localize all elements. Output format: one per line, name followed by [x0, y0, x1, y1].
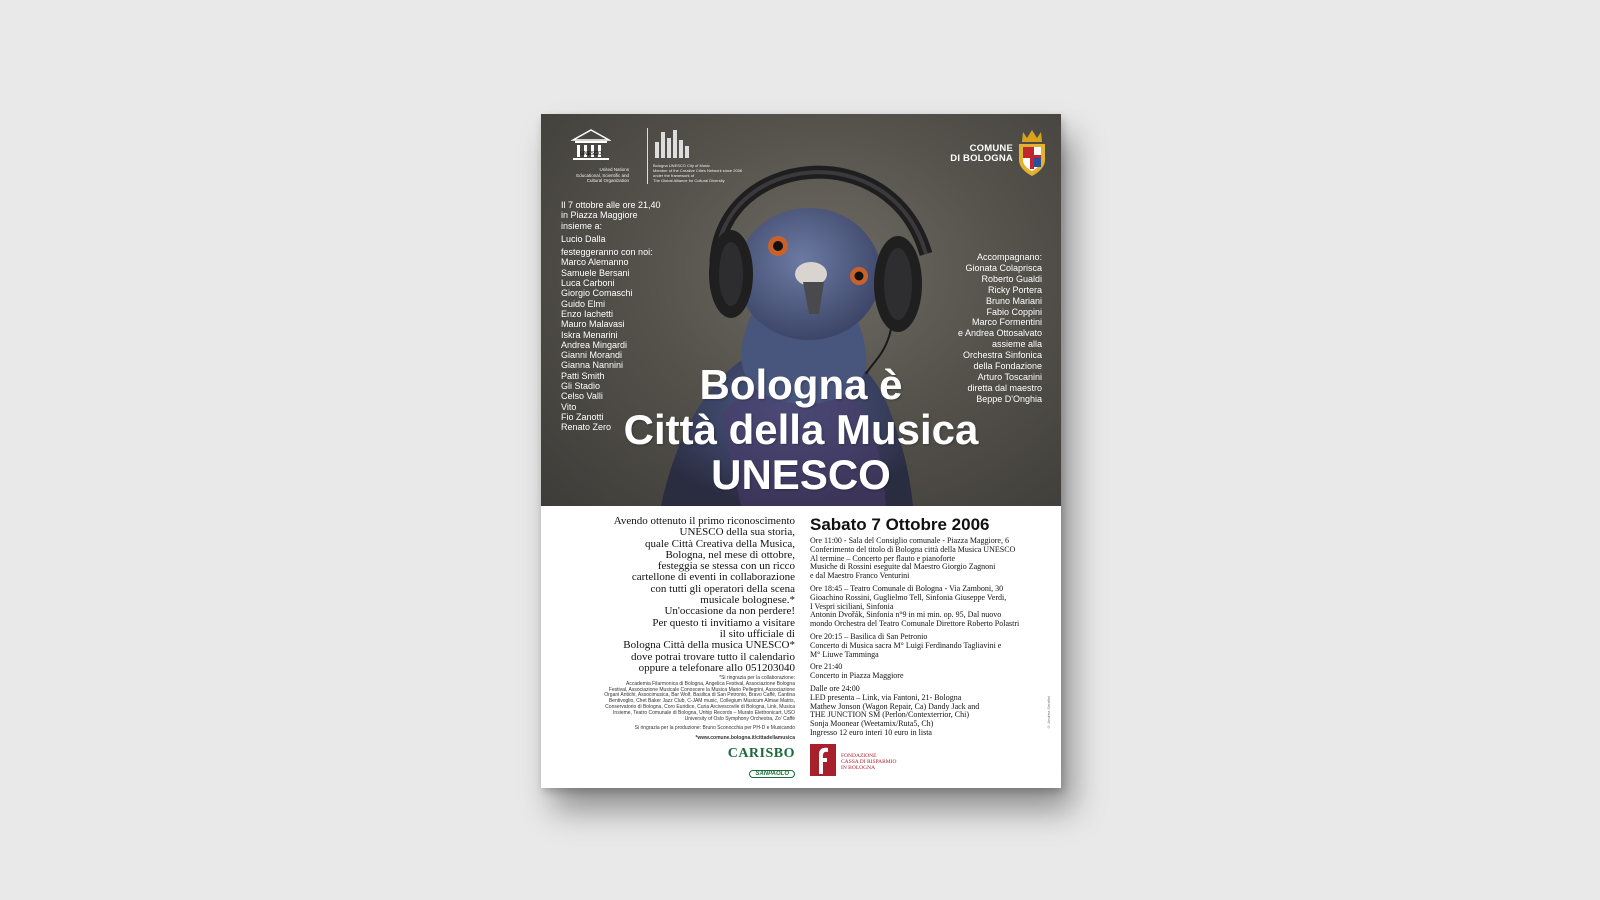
fondazione-mark-icon	[810, 744, 836, 776]
unesco-caption: United Nations Educational, Scientific and Cultural Organization	[576, 167, 629, 183]
program-event: Ore 11:00 - Sala del Consiglio comunale - Piazza Maggiore, 6 Conferimento del titolo di Bologna città della Musica UNESCO Al termine – Concerto per flauto e pianoforte Musiche di Rossini eseguite dal Maestro Giorgio Zagnoni e dal Maestro Franco Venturini	[810, 536, 1016, 581]
bologna-coat-of-arms-icon	[1015, 128, 1049, 178]
fondazione-logo	[810, 744, 920, 778]
program-event: Dalle ore 24:00 LED presenta – Link, via Fantoni, 21- Bologna Mathew Jonson (Wagon Repair, Ca) Dandy Jack and THE JUNCTION SM (Perlon/Contexterrior, Chi) Sonja Moonear (Weetamix/Ruta5, Ch) Ingresso 12 euro interi 10 euro in lista	[810, 683, 980, 737]
event-date-title: Sabato 7 Ottobre 2006	[810, 515, 990, 534]
left-artist-list: Il 7 ottobre alle ore 21,40 in Piazza Maggiore insieme a: Lucio Dalla festeggeranno con noi: Marco Alemanno Samuele Bersani Luca Carboni Giorgio Comaschi Guido Elmi Enzo Iachetti Mauro Malavasi Iskra Menarini Andrea Mingardi Gianni Morandi Gianna Nannini Patti Smith Gli Stadio Celso Valli Vito Fio Zanotti Renato Zero	[561, 200, 691, 433]
production-credit: Si ringrazia per la produzione: Bruno Sconocchia per PH-D e Musicando	[634, 725, 795, 732]
headline: Bologna è Città della Musica UNESCO	[623, 361, 979, 498]
website-link[interactable]: *www.comune.bologna.it/cittadellamusica	[695, 735, 795, 742]
right-musician-list: Accompagnano: Gionata Colaprisca Roberto Gualdi Ricky Portera Bruno Mariani Fabio Coppini Marco Formentini e Andrea Ottosalvato assieme alla Orchestra Sinfonica della Fondazione Arturo Toscanini diretta dal maestro Beppe D'Onghia	[957, 252, 1042, 404]
svg-text:UNESCO: UNESCO	[580, 151, 602, 157]
headliner: Lucio Dalla	[561, 233, 606, 244]
event-program	[810, 537, 1055, 742]
unesco-temple-icon	[571, 128, 611, 162]
carisbo-logo: CARISBO SANPAOLO	[727, 746, 795, 777]
sanpaolo-badge: SANPAOLO	[749, 770, 795, 778]
program-event: Ore 21:40 Concerto in Piazza Maggiore	[810, 662, 904, 681]
logo-divider	[647, 128, 648, 184]
poster-lower-section	[541, 506, 1061, 788]
photo-credit: © Andrea Serafini	[1046, 696, 1051, 730]
city-of-music-caption: Bologna UNESCO City of Music Member of the Creative Cities Network since 2006 under the framework of The Global Alliance for Cultural Diversity	[653, 163, 743, 183]
program-event: Ore 18:45 – Teatro Comunale di Bologna - Via Zamboni, 30 Gioachino Rossini, Guglielmo Tell, Sinfonia Giuseppe Verdi, I Vespri siciliani, Sinfonia Antonin Dvořák, Sinfonia n°9 in mi min. op. 95, Dal nuovo mondo Orchestra del Teatro Comunale Direttore Roberto Polastri	[810, 583, 1020, 629]
city-skyline-icon	[653, 128, 693, 158]
poster	[541, 114, 1061, 788]
pigeon-photo	[541, 114, 1061, 506]
comune-label: COMUNE DI BOLOGNA	[950, 143, 1013, 164]
program-event: Ore 20:15 – Basilica di San Petronio Concerto di Musica sacra M° Luigi Ferdinando Tagliavini e M° Liuwe Tamminga	[810, 631, 1002, 659]
unesco-logo	[553, 128, 629, 184]
intro-text: Avendo ottenuto il primo riconoscimento UNESCO della sua storia, quale Città Creativa della Musica, Bologna, nel mese di ottobre, festeggia se stessa con un ricco cartellone di eventi in collaborazione con tutti gli operatori della scena musicale bolognese.* Un'occasione da non perdere! Per questo ti invitiamo a visitare il sito ufficiale di Bologna Città della musica UNESCO* dove potrai trovare tutto il calendario oppure a telefonare allo 051203040	[613, 515, 795, 674]
city-of-music-logo	[653, 128, 763, 183]
fondazione-text: FONDAZIONE CASSA DI RISPARMIO IN BOLOGNA	[841, 753, 897, 771]
acknowledgements: *Si ringrazia per la collaborazione: Accademia Filarmonica di Bologna, Angelica Festival, Associazione Bologna Festival, Associazione Musicale Conoscere la Musica Mario Pellegrini, Associazione Organi Antichi, Associmusica, Bar Wolf, Basilica di San Petronio, Bravo Caffè, Cantina Bentivoglio, Chet Baker Jazz Club, C-JAM music, Collegium Musicum Almae Matris, Conservatorio di Bologna, Coro Euridice, Curia Arcivescovile di Bologna, Link, Musica Insieme, Teatro Comunale di Bologna, Unhip Records – Murato Elettronicart, USO University of Oslo Symphony Orchestra, Zo' Caffè Si ringrazia per la produzione: Bruno Sconocchia per PH-D e Musicando *www.comune.bologna.it/cittadellamusica	[559, 676, 795, 742]
